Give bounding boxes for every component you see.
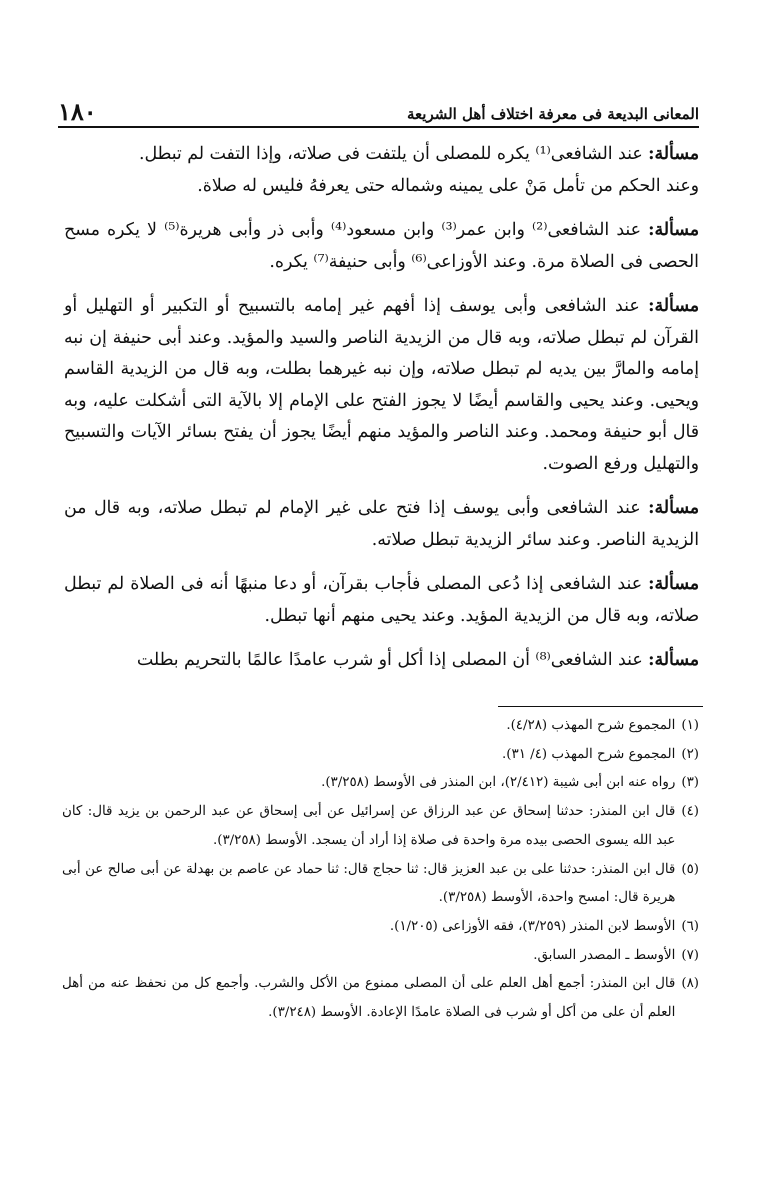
footnote-text: المجموع شرح المهذب (٤/ ٣١).	[502, 746, 676, 762]
footnote-text: قال ابن المنذر: حدثنا على بن عبد العزيز قال: ثنا حجاج قال: ثنا حماد عن عاصم بن بهدلة عن أبى صالح عن أبى هريرة قال: امسح واحدة، الأوسط (٣/٢٥٨).	[62, 861, 676, 906]
footnote-number: (٧)	[681, 947, 699, 963]
issue-text: عند الشافعى⁽⁸⁾ أن المصلى إذا أكل أو شرب عامدًا عالمًا بالتحريم بطلت	[136, 650, 643, 670]
issue-block	[64, 569, 699, 632]
footnote	[62, 942, 699, 971]
footnote-number: (٤)	[681, 804, 699, 820]
footnote	[62, 769, 699, 798]
footnote-text: الأوسط لابن المنذر (٣/٢٥٩)، فقه الأوزاعى (١/٢٠٥).	[389, 918, 676, 934]
main-text	[64, 139, 699, 690]
footnote-text: رواه عنه ابن أبى شيبة (٢/٤١٢)، ابن المنذر فى الأوسط (٣/٢٥٨).	[321, 775, 676, 791]
issue-block	[64, 291, 699, 480]
footnote-separator	[498, 706, 703, 707]
issue-text: عند الشافعى وأبى يوسف إذا فتح على غير الإمام لم تبطل صلاته، وبه قال من الزيدية الناصر. وعند سائر الزيدية تبطل صلاته.	[64, 498, 699, 550]
issue-paragraph	[64, 493, 699, 556]
footnote	[62, 856, 699, 913]
page-number: ١٨٠	[58, 97, 97, 126]
footnote-number: (٢)	[681, 746, 699, 762]
issue-paragraph: وعند الحكم من تأمل مَنْ على يمينه وشماله حتى يعرفهُ فليس له صلاة.	[197, 175, 699, 196]
issue-paragraph	[64, 569, 699, 632]
issue-heading: مسألة:	[648, 220, 699, 240]
issue-block	[64, 493, 699, 556]
footnote	[62, 712, 699, 741]
footnote-text: قال ابن المنذر: حدثنا إسحاق عن عبد الرزاق عن إسرائيل عن أبى إسحاق عن عبد الرحمن بن يزيد قال: كان عبد الله يسوى الحصى بيده مرة واحدة فى صلاة إذا أراد أن يسجد. الأوسط (٣/٢٥٨).	[62, 804, 676, 848]
issue-heading: مسألة:	[648, 296, 699, 316]
issue-heading: مسألة:	[648, 650, 699, 670]
footnote-text: قال ابن المنذر: أجمع أهل العلم على أن المصلى ممنوع من الأكل والشرب. وأجمع كل من نحفظ عنه من أهل العلم أن على من أكل أو شرب فى الصلاة عامدًا الإعادة. الأوسط (٣/٢٤٨).	[62, 976, 676, 1021]
issue-block	[64, 645, 699, 677]
book-title: المعانى البديعة فى معرفة اختلاف أهل الشريعة	[406, 105, 699, 123]
footnote	[62, 970, 699, 1027]
footnote-text: الأوسط ـ المصدر السابق.	[533, 947, 676, 963]
issue-text: عند الشافعى⁽¹⁾ يكره للمصلى أن يلتفت فى صلاته، وإذا التفت لم تبطل.	[138, 144, 643, 164]
issue-heading: مسألة:	[648, 144, 699, 164]
footnote-number: (٣)	[681, 775, 699, 791]
footnote	[62, 913, 699, 942]
issue-text: عند الشافعى⁽²⁾ وابن عمر⁽³⁾ وابن مسعود⁽⁴⁾ وأبى ذر وأبى هريرة⁽⁵⁾ لا يكره مسح الحصى فى الصلاة مرة. وعند الأوزاعى⁽⁶⁾ وأبى حنيفة⁽⁷⁾ يكره.	[64, 220, 699, 272]
issue-paragraph	[64, 215, 699, 278]
footnote-number: (٦)	[681, 918, 699, 934]
issue-block	[64, 139, 699, 202]
issue-block	[64, 215, 699, 278]
footnote	[62, 798, 699, 855]
issue-paragraph	[64, 645, 699, 677]
issue-text: عند الشافعى إذا دُعى المصلى فأجاب بقرآن، أو دعا منبهًا أنه فى الصلاة لم تبطل صلاته، وبه قال من الزيدية المؤيد. وعند يحيى منهم أنها تبطل.	[64, 574, 699, 626]
issue-heading: مسألة:	[648, 498, 700, 518]
footnote-number: (٥)	[681, 861, 699, 877]
footnote-number: (١)	[681, 718, 699, 733]
footnotes	[62, 712, 699, 1028]
footnote	[62, 741, 699, 770]
issue-heading: مسألة:	[648, 574, 699, 594]
issue-text: عند الشافعى وأبى يوسف إذا أفهم غير إمامه بالتسبيح أو التكبير أو التهليل أو القرآن لم تبطل صلاته، وبه قال من الزيدية الناصر والسيد والمؤيد. وعند أبى حنيفة إن نبه إمامه والمارَّ بين يديه لم تبطل صلاته، وإن نبه غيرهما بطلت، وبه قال من الزيدية القاسم ويحيى. وعند يحيى والقاسم أيضًا لا يجوز الفتح على الإمام إلا بالآية التى أشكلت عليه، وبه قال أبو حنيفة ومحمد. وعند الناصر والمؤيد منهم أيضًا يجوز أن يفتح بسائر الآيات والتسبيح والتهليل ورفع الصوت.	[64, 296, 699, 474]
footnote-number: (٨)	[681, 976, 699, 992]
footnote-text: المجموع شرح المهذب (٤/٢٨).	[506, 718, 676, 733]
running-header	[58, 96, 699, 128]
issue-paragraph	[64, 291, 699, 480]
issue-paragraph	[64, 139, 699, 171]
